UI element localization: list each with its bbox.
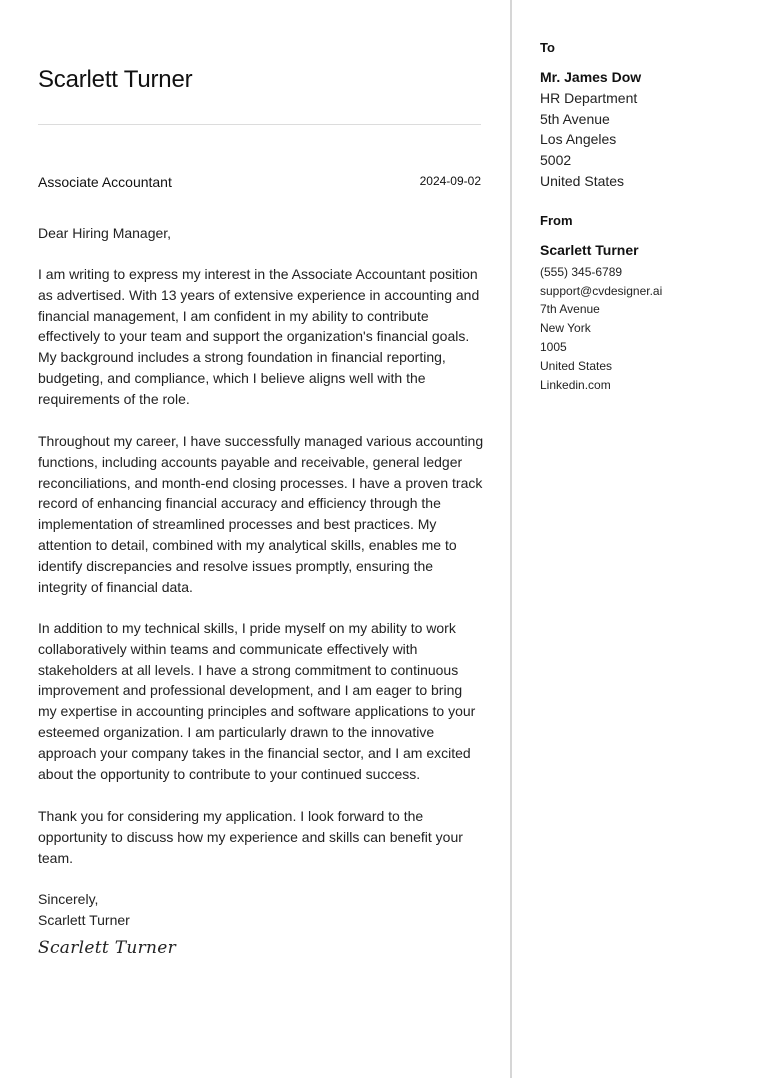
closing-name: Scarlett Turner	[38, 911, 130, 928]
signature: Scarlett Turner	[38, 938, 177, 958]
from-email: support@cvdesigner.ai	[540, 283, 663, 298]
recipient-name: Mr. James Dow	[540, 69, 642, 85]
header-divider	[38, 124, 481, 125]
from-phone: (555) 345-6789	[540, 264, 623, 279]
from-name: Scarlett Turner	[540, 242, 639, 258]
closing-phrase: Sincerely,	[38, 891, 99, 907]
closing-block	[38, 889, 130, 931]
recipient-country: United States	[540, 172, 625, 189]
sender-contact	[540, 240, 662, 394]
letter-date: 2024-09-02	[419, 174, 481, 188]
sender-name-heading: Scarlett Turner	[38, 66, 193, 93]
job-title: Associate Accountant	[38, 174, 172, 190]
to-label: To	[540, 40, 555, 55]
body-paragraph: I am writing to express my interest in the Associate Accountant position as advertised. With 13 years of extensive experience in accounting and financial management, I am confident in my ability to contribute effectively to your team and support the organization's financial goals. My background includes a strong foundation in financial reporting, budgeting, and compliance, which I believe aligns well with the requirements of the role.	[38, 266, 480, 407]
from-street: 7th Avenue	[540, 302, 600, 317]
salutation: Dear Hiring Manager,	[38, 225, 172, 241]
recipient-department: HR Department	[540, 89, 638, 106]
body-paragraph: Thank you for considering my application. I look forward to the opportunity to discuss how my experience and skills can benefit your team.	[38, 808, 463, 866]
from-linkedin: Linkedin.com	[540, 377, 611, 392]
body-paragraph: Throughout my career, I have successfully managed various accounting functions, including accounts payable and receivable, general ledger reconciliations, and month-end closing processes. I have a proven track record of enhancing financial accuracy and efficiency through the implementation of streamlined processes and best practices. My attention to detail, combined with my analytical skills, enables me to identify discrepancies and resolve issues promptly, ensuring the integrity of financial data.	[38, 433, 484, 595]
recipient-address	[540, 67, 641, 192]
recipient-street: 5th Avenue	[540, 110, 610, 127]
from-label: From	[540, 213, 573, 228]
from-zip: 1005	[540, 339, 567, 354]
recipient-city: Los Angeles	[540, 131, 617, 148]
from-city: New York	[540, 321, 591, 336]
recipient-zip: 5002	[540, 152, 572, 169]
column-divider	[510, 0, 512, 1078]
body-paragraph: In addition to my technical skills, I pride myself on my ability to work collaboratively within teams and communicate effectively with stakeholders at all levels. I have a strong commitment to continuous improvement and professional development, and I am eager to bring my expertise in accounting principles and software applications to your esteemed organization. I am particularly drawn to the innovative approach your company takes in the financial sector, and I am excited about the opportunity to contribute to your continued success.	[38, 620, 476, 782]
from-country: United States	[540, 358, 613, 373]
